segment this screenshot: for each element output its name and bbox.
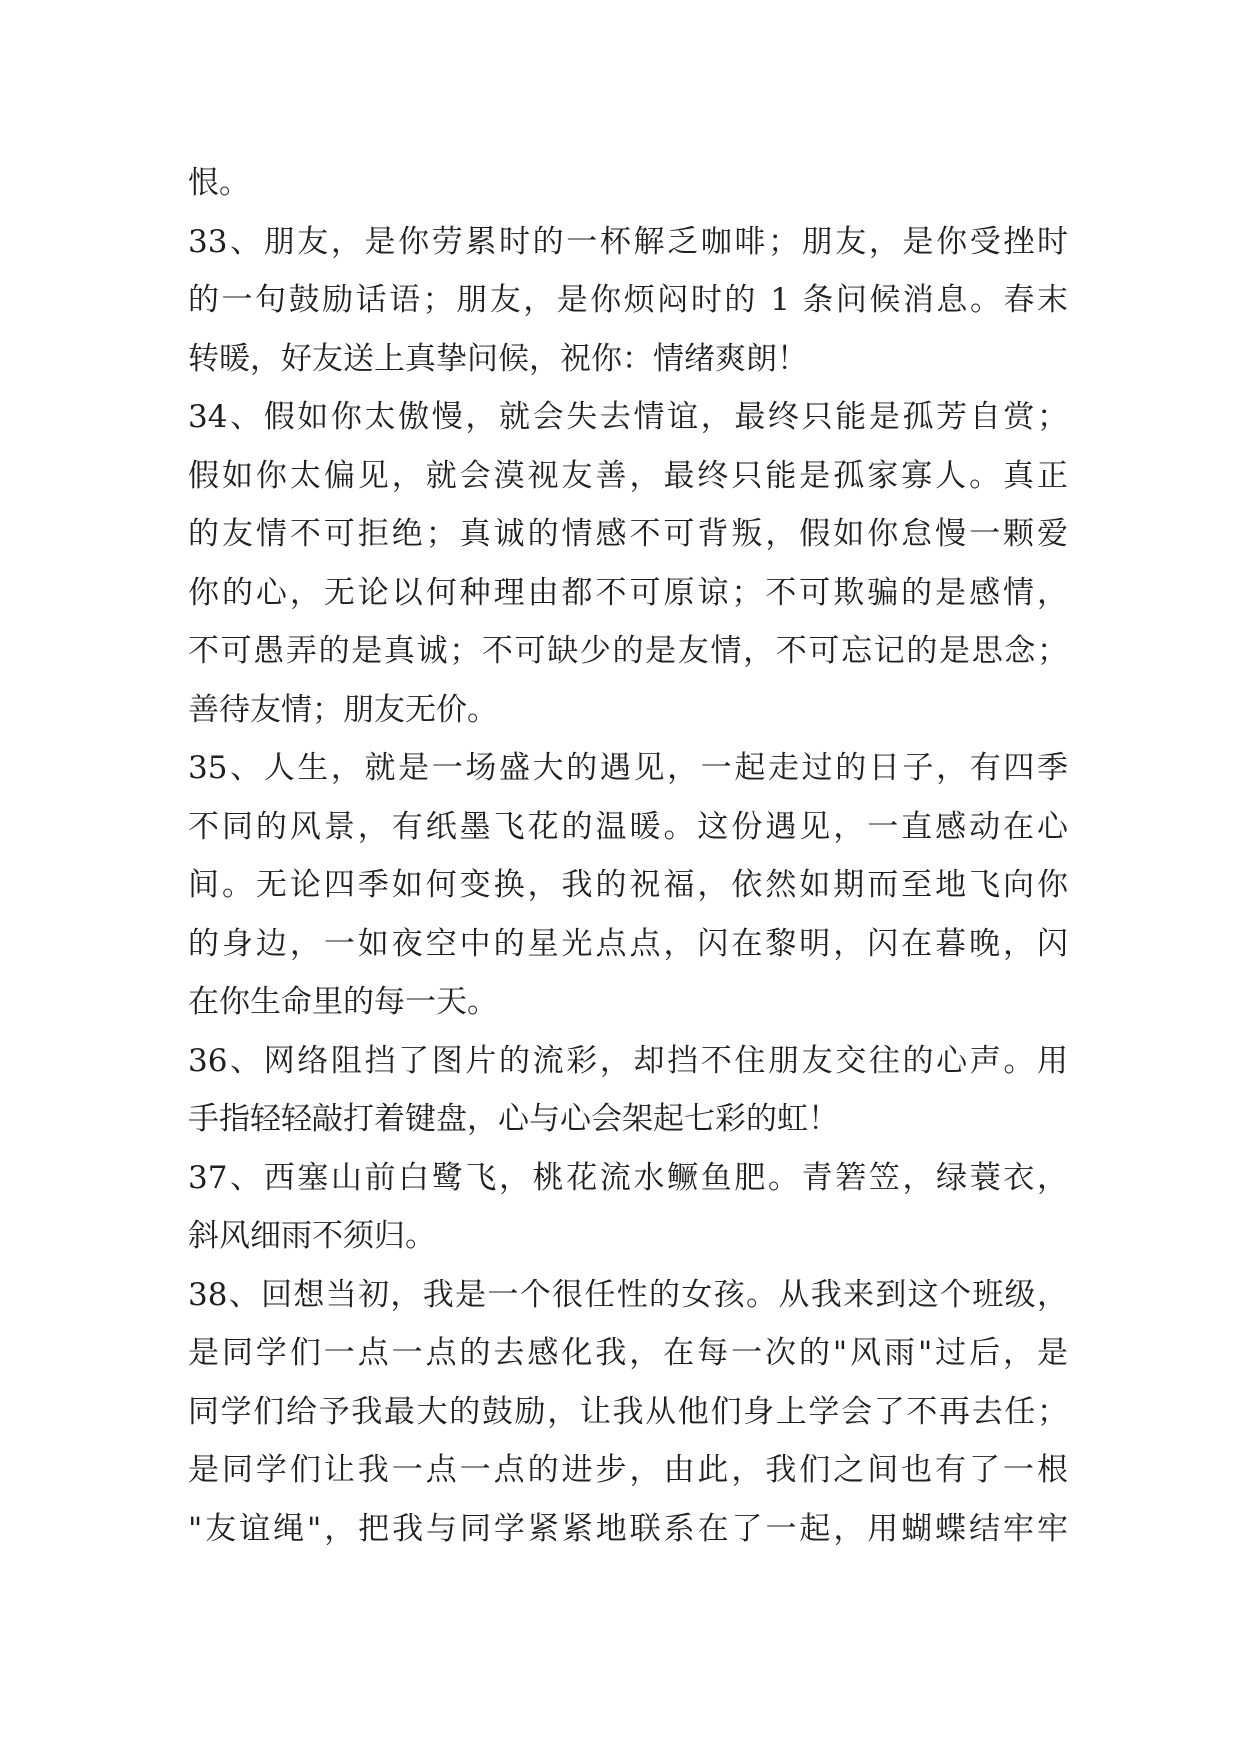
- text-line: 34、假如你太傲慢，就会失去情谊，最终只能是孤芳自赏；: [188, 399, 1068, 435]
- text-line: 手指轻轻敲打着键盘，心与心会架起七彩的虹！: [188, 1101, 839, 1137]
- text-line: 是同学们一点一点的去感化我，在每一次的"风雨"过后，是: [188, 1335, 1068, 1371]
- text-line: 的身边，一如夜空中的星光点点，闪在黎明，闪在暮晚，闪: [188, 925, 1068, 962]
- text-line: 斜风细雨不须归。: [188, 1218, 436, 1254]
- text-line: 38、回想当初，我是一个很任性的女孩。从我来到这个班级，: [188, 1276, 1068, 1313]
- document-body: [188, 154, 1068, 1558]
- text-line: 不同的风景，有纸墨飞花的温暖。这份遇见，一直感动在心: [188, 808, 1068, 845]
- text-line: 是同学们让我一点一点的进步，由此，我们之间也有了一根: [188, 1452, 1068, 1488]
- text-line: 37、西塞山前白鹭飞，桃花流水鳜鱼肥。青箬笠，绿蓑衣，: [188, 1159, 1068, 1196]
- text-line: 间。无论四季如何变换，我的祝福，依然如期而至地飞向你: [188, 867, 1068, 903]
- text-line: 转暖，好友送上真挚问候，祝你：情绪爽朗！: [188, 340, 808, 377]
- text-line: 的一句鼓励话语；朋友，是你烦闷时的 1 条问候消息。春末: [188, 282, 1068, 318]
- text-line: "友谊绳"，把我与同学紧紧地联系在了一起，用蝴蝶结牢牢: [188, 1510, 1068, 1547]
- text-line: 不可愚弄的是真诚；不可缺少的是友情，不可忘记的是思念；: [188, 633, 1068, 669]
- text-line: 在你生命里的每一天。: [188, 984, 498, 1020]
- text-line: 33、朋友，是你劳累时的一杯解乏咖啡；朋友，是你受挫时: [188, 223, 1068, 260]
- text-line: 36、网络阻挡了图片的流彩，却挡不住朋友交往的心声。用: [188, 1042, 1068, 1079]
- text-line: 的友情不可拒绝；真诚的情感不可背叛，假如你怠慢一颗爱: [188, 516, 1068, 552]
- text-line: 恨。: [188, 165, 250, 201]
- text-line: 假如你太偏见，就会漠视友善，最终只能是孤家寡人。真正: [188, 457, 1068, 494]
- text-line: 善待友情；朋友无价。: [188, 691, 498, 728]
- text-line: 同学们给予我最大的鼓励，让我从他们身上学会了不再去任；: [188, 1393, 1068, 1430]
- text-line: 你的心，无论以何种理由都不可原谅；不可欺骗的是感情，: [188, 574, 1068, 611]
- text-line: 35、人生，就是一场盛大的遇见，一起走过的日子，有四季: [188, 750, 1068, 786]
